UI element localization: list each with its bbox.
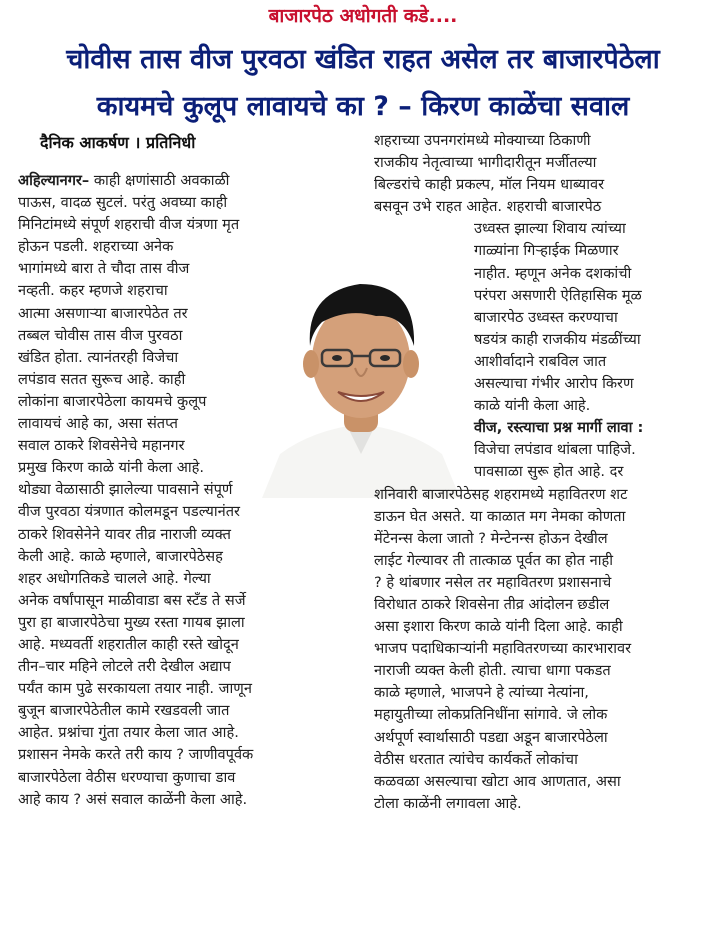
kicker-heading: बाजारपेठ अधोगती कडे.... (268, 5, 458, 27)
article-line: विजेचा लपंडाव थांबला पाहिजे. (474, 441, 636, 459)
article-line: नव्हती. कहर म्हणजे शहराचा (18, 282, 168, 300)
article-line: प्रमुख किरण काळे यांनी केला आहे. (18, 459, 205, 477)
article-line: ठाकरे शिवसेनेने यावर तीव्र नाराजी व्यक्त (18, 525, 231, 543)
article-line: ? हे थांबणार नसेल तर महावितरण प्रशासनाचे (374, 573, 612, 591)
article-line: नाहीत. म्हणून अनेक दशकांची (474, 264, 632, 282)
article-line: गाळ्यांना गिऱ्हाईक मिळणार (474, 242, 619, 260)
article-line: लावायचं आहे का, असा संतप्त (18, 415, 178, 433)
article-line: पाऊस, वादळ सुटलं. परंतु अवघ्या काही (18, 194, 228, 212)
article-line: पर्यंत काम पुढे सरकायला तयार नाही. जाणून (18, 680, 252, 698)
headline-line: चोवीस तास वीज पुरवठा खंडित राहत असेल तर बाजारपेठेला (66, 44, 660, 75)
headline (0, 36, 726, 130)
article-line: असल्याचा गंभीर आरोप किरण (474, 375, 634, 393)
article-line: आशीर्वादाने राबविल जात (474, 352, 607, 370)
right-column (374, 130, 718, 815)
article-line: बाजारपेठेला वेठीस धरण्याचा कुणाचा डाव (18, 768, 236, 786)
article-line: आहे काय ? असं सवाल काळेंनी केला आहे. (18, 790, 248, 808)
article-line: अर्थपूर्ण स्वार्थासाठी पडद्या अडून बाजारपेठेला (374, 728, 608, 746)
article-line: पावसाळा सुरू होत आहे. दर (474, 463, 624, 481)
headline-line: कायमचे कुलूप लावायचे का ? – किरण काळेंचा सवाल (96, 91, 630, 122)
article-line: आत्मा असणाऱ्या बाजारपेठेत तर (18, 304, 188, 322)
article-line: राजकीय नेतृत्वाच्या भागीदारीतून मर्जीतल्या (374, 154, 597, 172)
article-line: टोला काळेंनी लगावला आहे. (374, 794, 522, 812)
article-line: भाजप पदाधिकाऱ्यांनी महावितरणच्या कारभारावर (374, 640, 632, 658)
article-line (18, 170, 358, 192)
article-line: सवाल ठाकरे शिवसेनेचे महानगर (18, 437, 185, 455)
article-line: नाराजी व्यक्त केली होती. त्याचा धागा पकडत (374, 662, 611, 680)
article-line: वेठीस धरतात त्यांचेच कार्यकर्ते लोकांचा (374, 750, 578, 768)
article-line: असा इशारा किरण काळे यांनी दिला आहे. काही (374, 618, 623, 636)
article-line: प्रशासन नेमके करते तरी काय ? जाणीवपूर्वक (18, 746, 254, 764)
article-line: बाजारपेठ उध्वस्त करण्याचा (474, 308, 618, 326)
article-line: बिल्डरांचे काही प्रकल्प, मॉल नियम धाब्यावर (374, 176, 605, 194)
article-line: महायुतीच्या लोकप्रतिनिधींना सांगावे. जे लोक (374, 706, 608, 724)
article-line: लोकांना बाजारपेठेला कायमचे कुलूप (18, 392, 207, 410)
subheading: वीज, रस्त्याचा प्रश्न मार्गी लावा : (474, 419, 644, 437)
article-line: पुरा हा बाजारपेठेचा मुख्य रस्ता गायब झाला (18, 613, 245, 631)
article-line: लपंडाव सतत सुरूच आहे. काही (18, 370, 186, 388)
article-line: डाऊन घेत असते. या काळात मग नेमका कोणता (374, 507, 626, 525)
article-line: खंडित होता. त्यानंतरही विजेचा (18, 348, 179, 366)
article-line: कळवळा असल्याचा खोटा आव आणतात, असा (374, 772, 621, 790)
article-line: शनिवारी बाजारपेठेसह शहरामध्ये महावितरण शट (374, 485, 628, 503)
dateline: अहिल्यानगर– (18, 172, 90, 189)
article-line: अनेक वर्षांपासून माळीवाडा बस स्टँड ते सर्जे (18, 591, 246, 609)
article-line: बुजून बाजारपेठेतील कामे रखडवली जात (18, 702, 230, 720)
article-line: तब्बल चोवीस तास वीज पुरवठा (18, 326, 183, 344)
article-line: शहराच्या उपनगरांमध्ये मोक्याच्या ठिकाणी (374, 132, 591, 149)
article-line: केली आहे. काळे म्हणाले, बाजारपेठेसह (18, 547, 223, 565)
byline: दैनिक आकर्षण । प्रतिनिधी (40, 133, 196, 152)
article-line: मेंटेनन्स केला जातो ? मेन्टेनन्स होऊन देखील (374, 529, 608, 547)
article-line: थोड्या वेळासाठी झालेल्या पावसाने संपूर्ण (18, 481, 233, 499)
article-line: आहेत. प्रश्नांचा गुंता तयार केला जात आहे. (18, 724, 239, 742)
article-line: षडयंत्र काही राजकीय मंडळींच्या (474, 330, 641, 348)
article-line: तीन–चार महिने लोटले तरी देखील अद्याप (18, 658, 231, 676)
article-line: परंपरा असणारी ऐतिहासिक मूळ (474, 286, 642, 304)
article-line: भागांमध्ये बारा ते चौदा तास वीज (18, 260, 190, 278)
article-line: विरोधात ठाकरे शिवसेना तीव्र आंदोलन छडील (374, 595, 610, 613)
article-line: काळे म्हणाले, भाजपने हे त्यांच्या नेत्यांना, (374, 684, 589, 702)
article-line: मिनिटांमध्ये संपूर्ण शहराची वीज यंत्रणा मृत (18, 216, 240, 234)
article-line: बसवून उभे राहत आहेत. शहराची बाजारपेठ (374, 198, 602, 216)
article-line: होऊन पडली. शहराच्या अनेक (18, 238, 174, 256)
article-line: काळे यांनी केला आहे. (474, 397, 591, 415)
article-line: आहे. मध्यवर्ती शहरातील काही रस्ते खोदून (18, 635, 239, 653)
article-line: लाईट गेल्यावर ती तात्काळ पूर्वत का होत नाही (374, 551, 614, 569)
article-line: शहर अधोगतिकडे चालले आहे. गेल्या (18, 569, 211, 587)
article-line: उध्वस्त झाल्या शिवाय त्यांच्या (474, 220, 626, 238)
article-line: वीज पुरवठा यंत्रणात कोलमडून पडल्यानंतर (18, 503, 240, 521)
article-text: काही क्षणांसाठी अवकाळी (89, 172, 230, 189)
